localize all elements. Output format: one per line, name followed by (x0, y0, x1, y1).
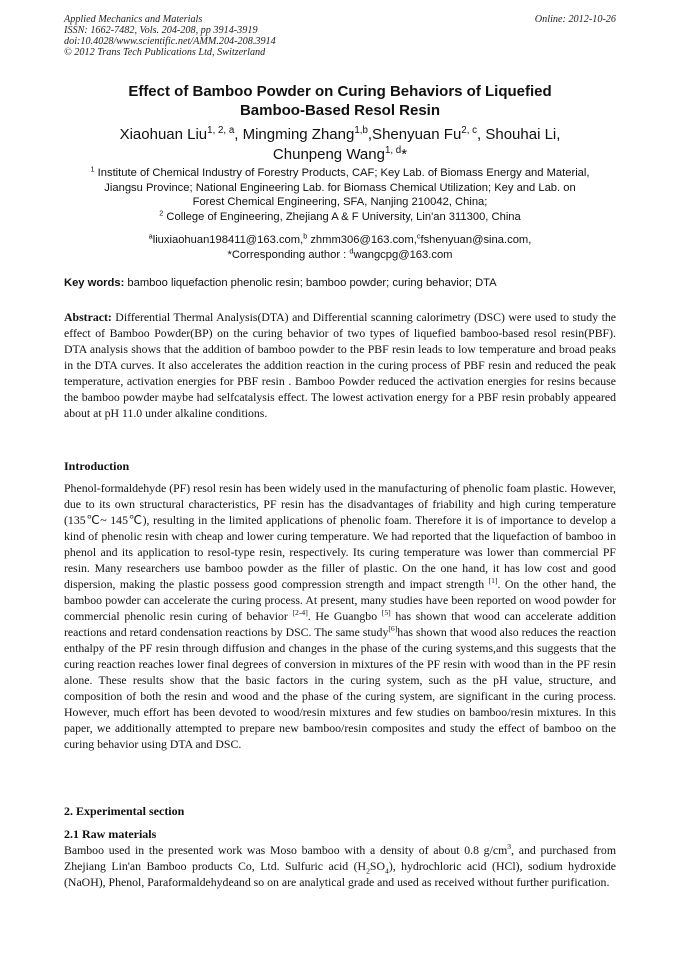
affil-2-mark: 2 (159, 207, 164, 217)
author-1: Xiaohuan Liu (119, 126, 208, 143)
citation-6[interactable]: [6] (388, 624, 398, 634)
journal-name: Applied Mechanics and Materials (64, 14, 203, 25)
corresponding-label: *Corresponding author : (227, 248, 350, 261)
citation-5[interactable]: [5] (381, 608, 391, 618)
raw-sub-4: 4 (384, 866, 389, 876)
author-5: Chunpeng Wang (272, 146, 385, 163)
email-d[interactable]: wangcpg@163.com (353, 248, 453, 261)
issn: ISSN: 1662-7482, Vols. 204-208, pp 3914-3919 (64, 25, 258, 36)
email-c[interactable]: fshenyuan@sina.com, (420, 234, 532, 246)
email-c-mark: c (416, 231, 421, 241)
raw-sub-2: 2 (366, 866, 370, 876)
author-3-affil: 2, c (461, 125, 478, 136)
affil-1-line-3: Forest Chemical Engineering, SFA, Nanjing 210042, China; (192, 196, 488, 208)
author-5-affil: 1, d (384, 145, 402, 156)
email-b-mark: b (303, 231, 308, 241)
citation-2-4[interactable]: [2-4] (292, 608, 308, 618)
title-line-2: Bamboo-Based Resol Resin (239, 102, 441, 119)
keywords-label: Key words: (64, 277, 125, 289)
abstract (64, 309, 616, 421)
raw-text-4: ), hydrochloric acid (HCl), sodium hydroxide (NaOH), Phenol, Paraformaldehydeand so on are analytical grade and used as received without further purification. (64, 859, 616, 889)
intro-text-3: . He Guangbo (307, 609, 382, 623)
author-emails (64, 233, 616, 262)
online-date: Online: 2012-10-26 (534, 14, 616, 25)
email-a-mark: a (148, 231, 153, 241)
author-list (64, 125, 616, 165)
raw-sup-3: 3 (507, 842, 512, 852)
keywords-text: bamboo liquefaction phenolic resin; bamboo powder; curing behavior; DTA (124, 277, 497, 289)
intro-text-2: . On the other hand, the bamboo powder can accelerate the curing process. At present, many studies have been reported on wood powder for commercial phenolic resin curing of behavior (64, 577, 616, 623)
introduction-paragraph (64, 480, 616, 752)
author-2: , Mingming Zhang (234, 126, 355, 143)
affil-1-line-1: Institute of Chemical Industry of Forestry Products, CAF; Key Lab. of Biomass Energy and Material, (94, 167, 590, 179)
intro-text-1: Phenol-formaldehyde (PF) resol resin has been widely used in the manufacturing of phenolic foam plastic. However, due to its own structural characteristics, PF resin has the disadvantages of friability and high curing temperature (135℃~ 145℃), resulting in the limited applications of phenolic foam. Therefore it is of importance to develop a kind of phenolic resin with cheap and lower curing temperature. We had reported that the liquefaction of bamboo in phenol and its application to resol-type resin, respectively. Its curing temperature was lower than commercial PF resin. Many researchers use bamboo powder as the filler of plastic. On the one hand, it has low cost and good dispersion, making the plastic possess good compression strength and impact strength (64, 481, 616, 591)
email-b[interactable]: zhmm306@163.com, (307, 234, 417, 246)
author-2-affil: 1,b (354, 125, 368, 136)
paper-title (64, 82, 616, 120)
author-1-affil: 1, 2, a (207, 125, 235, 136)
raw-text-2: , and purchased from Zhejiang Lin'an Bamboo products Co, Ltd. Sulfuric acid (H (64, 843, 616, 873)
email-a[interactable]: liuxiaohuan198411@163.com, (152, 234, 304, 246)
doi: doi:10.4028/www.scientific.net/AMM.204-208.3914 (64, 36, 276, 47)
copyright: © 2012 Trans Tech Publications Ltd, Switzerland (64, 47, 266, 58)
title-line-1: Effect of Bamboo Powder on Curing Behaviors of Liquefied (128, 83, 552, 100)
experimental-heading: 2. Experimental section (64, 804, 185, 818)
introduction-heading: Introduction (64, 459, 130, 473)
abstract-text: Differential Thermal Analysis(DTA) and Differential scanning calorimetry (DSC) were used to study the effect of Bamboo Powder(BP) on the curing behavior of two types of liquefied bamboo-based resol resin(PBF). DTA analysis shows that the addition of bamboo powder to the PBF resin leads to low temperature and broad peaks in the DTA curves. It also accelerates the addition reaction in the curing process of PBF resin and reduced the peak temperature, activation energies for PBF resin . Bamboo Powder reduced the activation energies for resins because the bamboo powder maybe had selfcatalysis effect. The lowest activation energy for a PBF resin probably appeared about at pH 11.0 under alkaline conditions. (64, 310, 616, 420)
corresponding-mark: * (401, 146, 408, 163)
intro-text-4: has shown that wood can accelerate addition reactions and retard condensation reactions by DSC. The same study (64, 609, 616, 639)
email-d-mark: d (349, 245, 354, 255)
raw-materials-paragraph (64, 842, 616, 890)
raw-materials-heading: 2.1 Raw materials (64, 827, 157, 841)
author-3: ,Shenyuan Fu (367, 126, 462, 143)
affil-1-line-2: Jiangsu Province; National Engineering Lab. for Biomass Chemical Utilization; Key and Lab. on (104, 181, 576, 194)
affil-1-mark: 1 (90, 164, 95, 174)
citation-1[interactable]: [1] (488, 576, 498, 586)
keywords (64, 276, 616, 290)
raw-text-1: Bamboo used in the presented work was Moso bamboo with a density of about 0.8 g/cm (64, 843, 508, 857)
raw-text-3: SO (369, 859, 385, 873)
intro-text-5: has shown that wood also reduces the reaction enthalpy of the PF resin through diffusion and changes in the phase of the curing systems,and this suggests that the curing reaction reaches lower final degrees of conversion in mixtures of the PF resin with wood than in the PF resin alone. These results show that the basic factors in the curing system, such as the pH value, structure, and composition of both the resin and wood and the phase of the curing system, are significant in the curing process. However, much effort has been devoted to wood/resin mixtures and few studies on bamboo/resin mixtures. In this paper, we additionally attempted to prepare new bamboo/resin composites and study the effect of bamboo on the curing behavior using DTA and DSC. (64, 625, 616, 751)
abstract-label: Abstract: (64, 310, 112, 324)
author-4: , Shouhai Li, (477, 126, 561, 143)
affil-2: College of Engineering, Zhejiang A & F University, Lin'an 311300, China (163, 210, 521, 223)
affiliations (64, 166, 616, 224)
